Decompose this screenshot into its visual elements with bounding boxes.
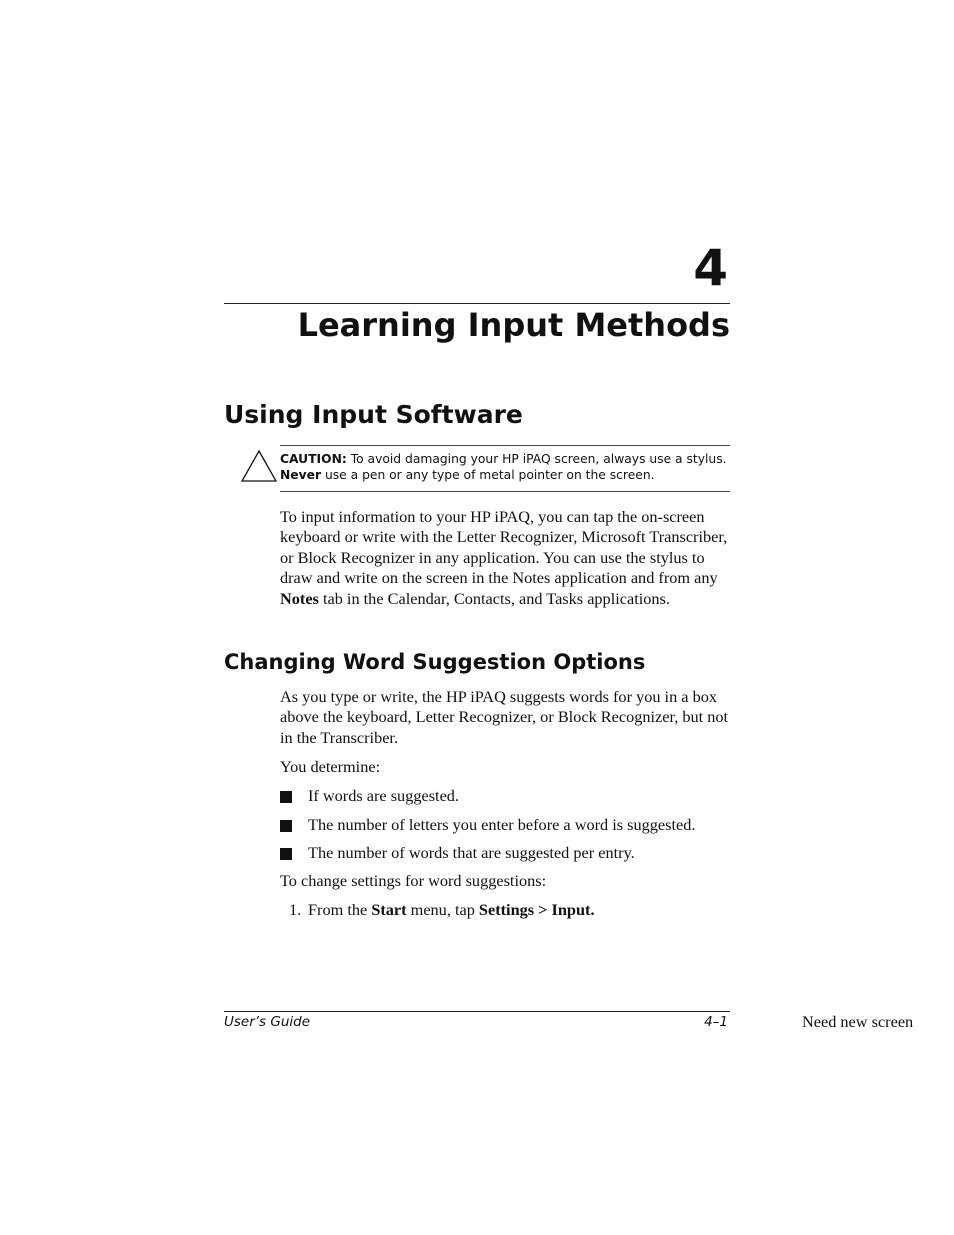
subsection-heading: Changing Word Suggestion Options bbox=[224, 650, 646, 674]
section-heading: Using Input Software bbox=[224, 400, 523, 429]
step-text bbox=[308, 900, 595, 920]
bullet-marker bbox=[280, 791, 292, 803]
paragraph-part-1: To input information to your HP iPAQ, you can tap the on-screen keyboard or write with the Letter Recognizer, Microsoft Transcriber, or Block Recognizer in any application. You can use the stylus to draw and write on the screen in the Notes application and from any bbox=[280, 507, 728, 588]
step-start: Start bbox=[371, 900, 407, 919]
bullet-marker bbox=[280, 820, 292, 832]
footer-page-number: 4–1 bbox=[704, 1014, 728, 1030]
caution-text-2: use a pen or any type of metal pointer on the screen. bbox=[321, 467, 655, 482]
you-determine-text: You determine: bbox=[280, 757, 381, 776]
bullet-item: The number of letters you enter before a word is suggested. bbox=[308, 815, 696, 834]
caution-triangle-icon bbox=[241, 450, 277, 482]
caution-top-rule bbox=[280, 445, 730, 446]
chapter-title: Learning Input Methods bbox=[297, 306, 730, 344]
footer-guide-title: User’s Guide bbox=[224, 1014, 311, 1030]
caution-never: Never bbox=[280, 467, 322, 482]
footer-rule bbox=[224, 1011, 730, 1012]
chapter-number: 4 bbox=[693, 239, 728, 297]
paragraph-notes: Notes bbox=[280, 588, 319, 608]
paragraph-part-2: tab in the Calendar, Contacts, and Tasks applications. bbox=[318, 588, 670, 608]
bullet-item: If words are suggested. bbox=[308, 786, 460, 805]
caution-text-1: To avoid damaging your HP iPAQ screen, always use a stylus. bbox=[346, 452, 727, 466]
step-number: 1. bbox=[289, 900, 302, 919]
caution-note bbox=[280, 452, 732, 483]
caution-bottom-rule bbox=[280, 491, 730, 492]
section-paragraph bbox=[280, 507, 732, 609]
step-settings-path: Settings > Input. bbox=[478, 900, 595, 919]
step-middle: menu, tap bbox=[406, 900, 479, 919]
subsection-paragraph: As you type or write, the HP iPAQ suggests words for you in a box above the keyboard, Letter Recognizer, or Block Recognizer, but not in the Transcriber. bbox=[280, 687, 729, 747]
bullet-marker bbox=[280, 848, 292, 860]
step-prefix: From the bbox=[308, 900, 372, 919]
margin-note: Need new screen bbox=[802, 1012, 914, 1031]
caution-label: CAUTION: bbox=[280, 452, 347, 466]
to-change-text: To change settings for word suggestions: bbox=[280, 871, 547, 890]
bullet-item: The number of words that are suggested per entry. bbox=[308, 843, 635, 862]
